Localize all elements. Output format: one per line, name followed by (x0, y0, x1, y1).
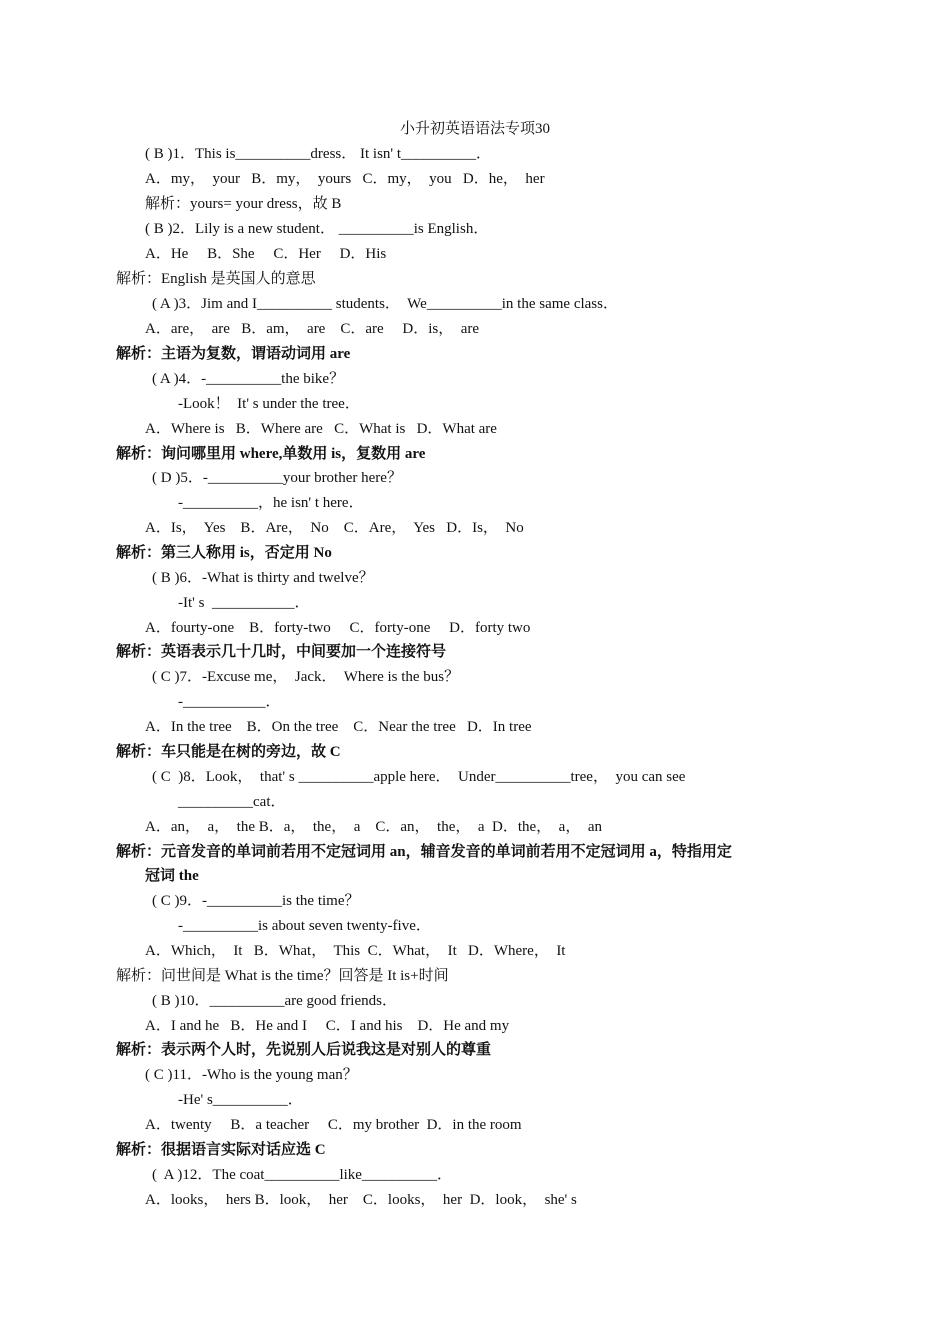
q1-question: ( B )1．This is__________dress． It isn' t__________． (145, 146, 492, 162)
q7-answer-line: -___________． (178, 694, 281, 710)
q2-analysis: 解析：English 是英国人的意思 (116, 271, 316, 287)
q5-options: A．Is， Yes B．Are， No C．Are， Yes D．Is， No (145, 520, 524, 536)
q12-options: A．looks， hers B．look， her C．looks， her D．look， she' s (145, 1192, 577, 1208)
q9-answer-line: -__________is about seven twenty-five． (178, 918, 431, 934)
q5-question: ( D )5．-__________your brother here？ (152, 470, 402, 486)
q10-analysis: 解析：表示两个人时，先说别人后说我这是对别人的尊重 (116, 1042, 492, 1058)
q5-answer-line: -__________，he isn' t here． (178, 495, 364, 511)
q4-question: ( A )4．-__________the bike？ (152, 371, 345, 387)
q7-analysis: 解析：车只能是在树的旁边，故 C (116, 744, 341, 760)
q6-analysis: 解析：英语表示几十几时，中间要加一个连接符号 (116, 644, 447, 660)
q10-question: ( B )10．__________are good friends． (152, 993, 397, 1009)
q8-analysis-cont: 冠词 the (145, 868, 199, 884)
q3-options: A．are， are B．am， are C．are D．is， are (145, 321, 480, 337)
q5-analysis: 解析：第三人称用 is，否定用 No (116, 545, 332, 561)
q6-question: ( B )6．-What is thirty and twelve？ (152, 570, 374, 586)
q6-answer-line: -It' s ___________． (178, 595, 310, 611)
q1-analysis: 解析：yours= your dress，故 B (145, 196, 342, 212)
q4-options: A．Where is B．Where are C．What is D．What are (145, 421, 497, 437)
q10-options: A．I and he B．He and I C．I and his D．He and my (145, 1018, 510, 1034)
q8-question-cont: __________cat． (178, 794, 286, 810)
q11-answer-line: -He' s__________． (178, 1092, 303, 1108)
q9-options: A．Which， It B．What， This C．What， It D．Where， It (145, 943, 566, 959)
q8-analysis: 解析：元音发音的单词前若用不定冠词用 an，辅音发音的单词前若用不定冠词用 a，特指用定 (116, 844, 732, 860)
q12-question: ( A )12．The coat__________like__________． (152, 1167, 452, 1183)
q6-options: A．fourty-one B．forty-two C．forty-one D．forty two (145, 620, 531, 636)
q1-options: A．my， your B．my， yours C．my， you D．he， her (145, 171, 545, 187)
q8-options: A．an， a， the B．a， the， a C．an， the， a D．the， a， an (145, 819, 602, 835)
q11-question: ( C )11．-Who is the young man？ (145, 1067, 358, 1083)
q4-analysis: 解析：询问哪里用 where,单数用 is，复数用 are (116, 446, 426, 462)
page-title: 小升初英语语法专项30 (399, 121, 550, 137)
q7-question: ( C )7．-Excuse me， Jack． Where is the bus？ (152, 669, 460, 685)
q3-question: ( A )3．Jim and I__________ students． We__________in the same class． (152, 296, 618, 312)
q9-question: ( C )9．-__________is the time？ (152, 893, 360, 909)
q4-answer-line: -Look！ It' s under the tree． (178, 396, 360, 412)
q8-question: ( C )8．Look， that' s __________apple here． Under__________tree， you can see (152, 769, 686, 785)
q7-options: A．In the tree B．On the tree C．Near the tree D．In tree (145, 719, 532, 735)
q2-options: A．He B．She C．Her D．His (145, 246, 387, 262)
q11-analysis: 解析：很据语言实际对话应选 C (116, 1142, 326, 1158)
q2-question: ( B )2．Lily is a new student． __________is English． (145, 221, 489, 237)
q11-options: A．twenty B．a teacher C．my brother D．in the room (145, 1117, 522, 1133)
q3-analysis: 解析：主语为复数，谓语动词用 are (116, 346, 351, 362)
q9-analysis: 解析：问世间是 What is the time？回答是 It is+时间 (116, 968, 449, 984)
